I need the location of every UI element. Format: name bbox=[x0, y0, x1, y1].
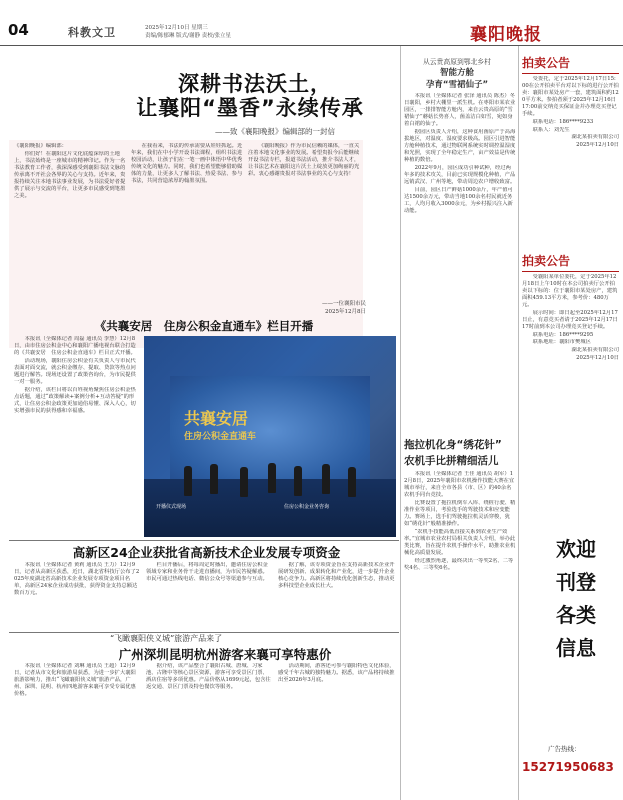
tourism-article-body-col3 bbox=[278, 663, 396, 797]
column-divider bbox=[400, 46, 401, 800]
tractor-article-body bbox=[404, 471, 516, 797]
mushroom-article-title-line1: 智能方舱 bbox=[439, 68, 474, 78]
letter-signature bbox=[271, 300, 366, 316]
person-figure bbox=[210, 464, 218, 494]
ad-paragraph: 受委托，定于2025年12月17日15:00在公开拍卖平台对以下标的进行公开拍卖：襄阳市某处房产一套，建筑面积约120平方米。参拍者须于2025年12月16日17:00前交纳竞买保证金并办理竞买登记手续。 bbox=[522, 76, 619, 118]
tourism-article-body-col1 bbox=[14, 663, 140, 797]
hightech-article-title: 高新区24企业获批省高新技术企业发展专项资金 bbox=[72, 545, 341, 560]
main-headline-line2: 让襄阳“墨香”永续传承 bbox=[136, 96, 364, 120]
issue-date: 2025年12月10日 星期三 bbox=[145, 25, 208, 31]
masthead-logo: 襄阳晚报 bbox=[470, 25, 542, 45]
ad-welcome-banner bbox=[536, 533, 616, 665]
header-rule bbox=[0, 45, 623, 46]
article-paragraph: 据介绍，该栏目将以百姓视角聚焦住房公积金热点话题，通过“政策解读+案例分析+互动答疑”的形式，让住房公积金政策更加通俗易懂、深入人心，切实增强市民的获得感和幸福感。 bbox=[14, 386, 136, 414]
main-subheadline: ——致《襄阳晚报》编辑部的一封信 bbox=[215, 127, 335, 136]
person-figure bbox=[268, 463, 276, 493]
article-paragraph: 栏目开播后，将每周定时播出，邀请住房公积金领域专家和业务骨干走进直播间，为市民答疑解惑。市民可通过热线电话、微信公众号等渠道参与互动。 bbox=[146, 562, 268, 583]
letter-column-2 bbox=[131, 143, 243, 313]
person-figure bbox=[322, 464, 330, 494]
column-divider bbox=[518, 46, 519, 800]
article-paragraph: 本报讯（全媒体记者 周磊 通讯员 李慧）12月8日，由市住房公积金中心和襄阳广播电视台联合打造的《共襄安居 住房公积金直通车》栏目正式开播。 bbox=[14, 336, 136, 357]
article-paragraph: 活动现场，襄阳住房公积金有关负责人与市民代表面对面交流，就公积金缴存、提取、贷款等热点问题进行解答。现场还设置了政策咨询台，为市民提供一对一服务。 bbox=[14, 357, 136, 386]
article-paragraph: 比赛设置了拖拉机倒车入库、绕桩行驶、精准作业等项目，考验选手的驾驶技术和应变能力。赛场上，选手们驾驶拖拉机灵活穿梭，犹如“绣花针”般精准操作。 bbox=[404, 499, 516, 528]
ad-paragraph: 展示时间：即日起至2025年12月17日止，有意竞买者请于2025年12月17日17时前到本公司办理竞买登记手续。 bbox=[522, 309, 618, 331]
article-paragraph: 本报讯（全媒体记者 刘琳 通讯员 王超）12月9日，记者从市文化和旅游局获悉，为进一步扩大襄阳旅游影响力，推出“飞瞰襄阳侠义城”旅游产品，广州、深圳、昆明、杭州四地游客来襄可享受专属优惠价格。 bbox=[14, 663, 136, 698]
article-paragraph: 据介绍，该产品整合了襄阳古城、唐城、习家池、古隆中等核心景区资源，游客可享受景区门票、酒店住宿等多项优惠。产品价格从1699元起，包含往返交通、景区门票及特色餐饮等服务。 bbox=[146, 663, 271, 691]
tourism-article-kicker: “飞瞰襄阳侠义城”旅游产品来了 bbox=[110, 634, 223, 643]
ad-hotline-label: 广告热线： bbox=[548, 745, 581, 753]
mushroom-article-title-line2: 孕育“雪裙仙子” bbox=[425, 80, 489, 90]
broadcast-launch-photo bbox=[144, 336, 396, 537]
article-paragraph: 据园区负责人介绍，这种食用菌原产于高海拔地区，对温度、湿度要求极高。园区引进智能方舱种植技术，通过物联网系统实时调控温湿度和光照，实现了全年稳定生产，亩产效益是传统种植的数倍。 bbox=[404, 128, 516, 164]
letter-column-1 bbox=[14, 143, 126, 313]
auction-notice-body bbox=[522, 274, 619, 524]
section-name: 科教文卫 bbox=[68, 26, 116, 39]
article-paragraph: 目前，园区日产鲜菇1000余斤，年产值可达1500余万元，带动当地100余名村民就近务工，人均月收入3000余元，为乡村振兴注入新动能。 bbox=[404, 186, 513, 214]
photo-screen-title: 共襄安居 住房公积金直通车 bbox=[184, 409, 257, 442]
letter-column-3 bbox=[248, 143, 360, 293]
photo-caption-right: 住房公积金业务咨询 bbox=[284, 504, 330, 510]
ad-address: 联系地址：襄阳市樊城区 bbox=[532, 339, 591, 346]
ad-rule bbox=[522, 73, 619, 74]
article-paragraph: 据了解，该专项资金旨在支持高新技术企业开展研发创新、成果转化和产业化，进一步提升企业核心竞争力。高新区将持续优化创新生态，推动更多科技型企业成长壮大。 bbox=[278, 562, 395, 590]
gjj-article-body bbox=[14, 336, 140, 536]
mushroom-article-kicker: 从云贵高原到鄂北乡村 bbox=[423, 58, 491, 66]
mushroom-article-body bbox=[404, 93, 516, 431]
auction-notice-body bbox=[522, 76, 619, 248]
auction-notice-title: 拍卖公告 bbox=[522, 254, 571, 268]
ad-banner-line: 各类 bbox=[556, 603, 596, 627]
person-figure bbox=[348, 467, 356, 497]
tourism-article-body-col2 bbox=[146, 663, 272, 797]
person-figure bbox=[240, 467, 248, 497]
section-rule bbox=[9, 540, 399, 541]
ad-date: 2025年12月10日 bbox=[576, 141, 619, 148]
ad-rule bbox=[522, 271, 619, 272]
page-number: 04 bbox=[8, 21, 29, 39]
tractor-article-title-line2: 农机手比拼精细活儿 bbox=[404, 455, 499, 467]
letter-paragraph: 在我看来，书法的传承需要从娃娃抓起。近年来，我们在中小学开设书法课程，组织书法进校园活动，让孩子们在一笔一画中体悟中华优秀传统文化的魅力。同时，我们也希望能够借助媒体的力量，让更多人了解书法、热爱书法、参与书法，共同营造浓厚的翰墨氛围。 bbox=[131, 143, 243, 185]
ad-contact-phone: 联系电话：186****9233 bbox=[532, 119, 594, 126]
main-headline-line1: 深耕书法沃土， bbox=[178, 72, 332, 96]
article-paragraph: 本报讯（全媒体记者 王佳 通讯员 胡军）12月8日，2025年襄阳市农机操作技能大赛在宜城市举行，来自全市各县（市、区）的40余名农机手同台竞技。 bbox=[404, 471, 515, 499]
tourism-article-title: 广州深圳昆明杭州游客来襄可享特惠价 bbox=[118, 647, 332, 662]
page-header bbox=[0, 0, 623, 45]
article-paragraph: 经过激烈角逐，最终决出一等奖2名、二等奖4名、三等奖6名。 bbox=[404, 557, 514, 571]
hightech-article-body-col1 bbox=[14, 562, 140, 630]
ad-hotline-number: 15271950683 bbox=[522, 760, 614, 774]
signature-date: 2025年12月8日 bbox=[325, 309, 366, 315]
article-paragraph: 2022年9月，园区成功引种试种，经过两年多的技术攻关，目前已实现规模化种植，产品远销武汉、广州等地，带动周边农户增收致富。 bbox=[404, 164, 516, 186]
person-figure bbox=[184, 466, 192, 496]
article-paragraph: 活动期间，游客还可参与襄阳特色文化体验，感受千年古城的独特魅力。据悉，该产品将持续推出至2026年3月底。 bbox=[278, 663, 395, 684]
ad-banner-line: 刊登 bbox=[556, 570, 596, 594]
gjj-article-title: 《共襄安居 住房公积金直通车》栏目开播 bbox=[94, 319, 314, 333]
ad-date: 2025年12月10日 bbox=[576, 354, 619, 361]
tractor-article-title-line1: 拖拉机化身“绣花针” bbox=[404, 439, 502, 451]
photo-caption-left: 开播仪式现场 bbox=[156, 504, 187, 510]
person-figure bbox=[294, 466, 302, 496]
auction-notice-title: 拍卖公告 bbox=[522, 56, 571, 70]
ad-contact-phone: 联系电话：186****9295 bbox=[532, 331, 594, 338]
ad-company: 湖北某拍卖有限公司 bbox=[571, 346, 619, 353]
ad-banner-line: 信息 bbox=[556, 636, 596, 660]
ad-banner-line: 欢迎 bbox=[556, 537, 596, 561]
ad-contact-person: 联系人：刘先生 bbox=[532, 126, 570, 133]
letter-paragraph: 你们好！在襄阳这片文化底蕴深厚的土地上，书法始终是一座城市的精神印记。作为一名书法教育工作者，我深深感受到襄阳书法文脉的传承离不开社会各界的关心与支持。近年来，贵报持续关注本地书法事业发展，为书法爱好者提供了展示与交流的平台，让更多市民感受到笔墨之美。 bbox=[14, 150, 126, 200]
article-paragraph: 本报讯（全媒体记者 黄莉 通讯员 王力）12月9日，记者从高新区获悉，近日，湖北省科技厅公布了2025年度湖北省高新技术企业发展专项资金项目名单，高新区24家企业成功获批，获得资金支持总额达数百万元。 bbox=[14, 562, 140, 597]
editor-credits: 责编/陈郁琳 版式/谢静 责校/张立星 bbox=[145, 33, 232, 39]
hightech-article-body-col3 bbox=[278, 562, 396, 630]
letter-paragraph: 《襄阳晚报》作为市民信赖的媒体，一直关注着本地文化事业的发展。希望贵报今后能继续开设书法专栏，报道书法活动，推介书法人才，让书法艺术在襄阳这片沃土上绽放更加绚丽的光彩。衷心感谢贵报对书法事业的关心与支持！ bbox=[248, 143, 360, 178]
letter-salutation: 《襄阳晚报》编辑部： bbox=[14, 143, 67, 149]
ad-paragraph: 受襄阳某单位委托，定于2025年12月18日上午10时在本公司拍卖厅公开拍卖以下标的：位于襄阳市某处房产，建筑面积459.13平方米，参考价：480万元。 bbox=[522, 274, 618, 309]
hightech-article-body-col2 bbox=[146, 562, 272, 630]
ad-company: 湖北某拍卖有限公司 bbox=[571, 134, 619, 141]
article-paragraph: “农机手技能高低直接关系到农业生产效率。”宜城市农业农村局相关负责人介绍，举办此类比赛，旨在提升农机手操作水平，助推农业机械化高质量发展。 bbox=[404, 528, 516, 557]
article-paragraph: 本报讯（全媒体记者 张泽 通讯员 陈杰）冬日襄阳，乡村大棚里一派生机。在枣阳市某农业园区，一排排智能方舱内，来自云贵高原的“雪裙仙子”蘑菇长势喜人，菌盖洁白如雪，宛如身着白裙的仙子。 bbox=[404, 93, 516, 128]
signature-name: ——一位襄阳市民 bbox=[321, 301, 366, 307]
